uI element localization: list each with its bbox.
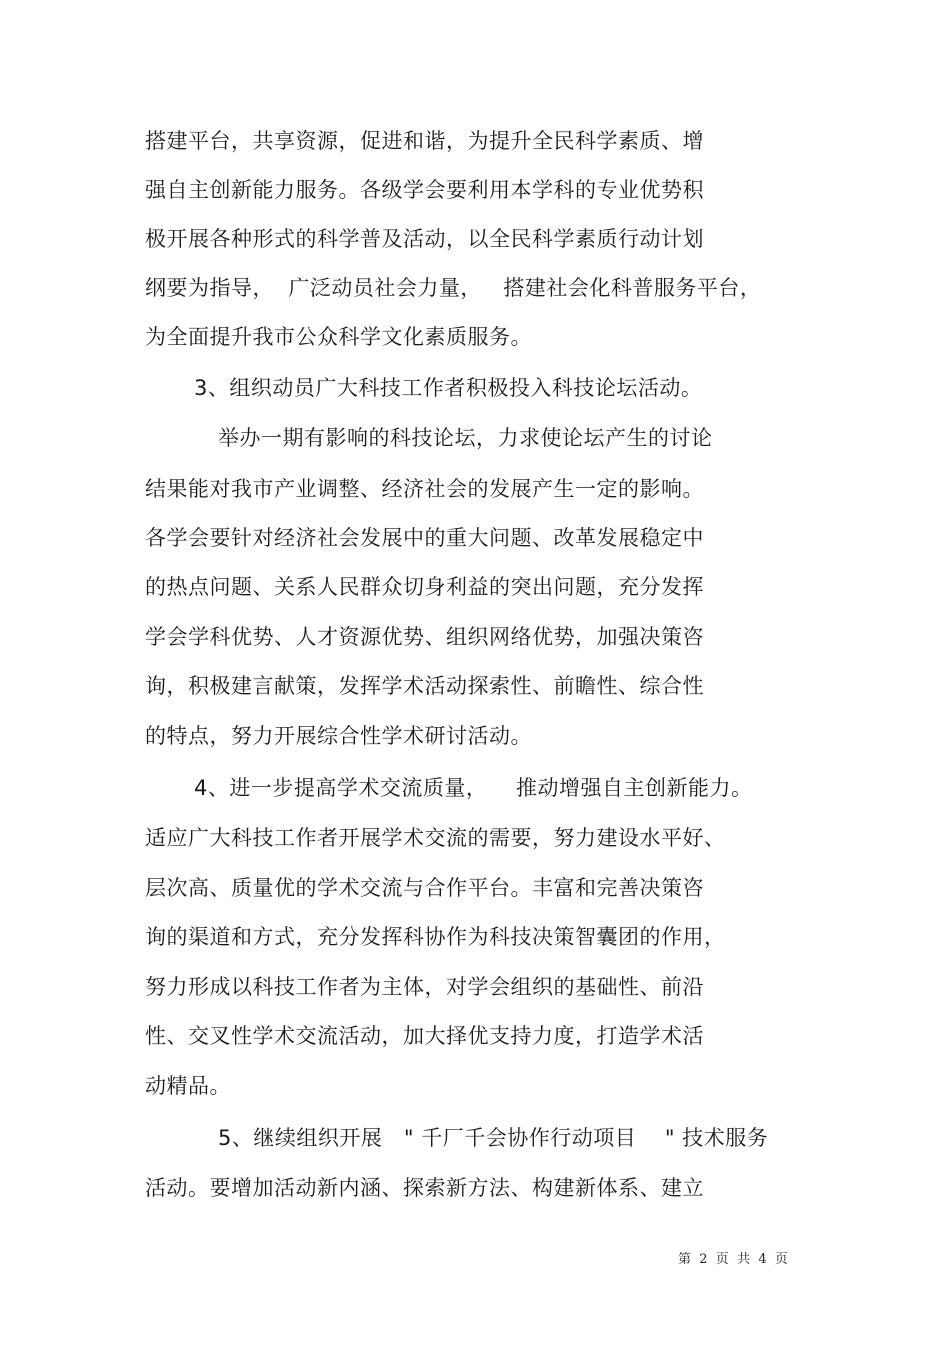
text-line: 各学会要针对经济社会发展中的重大问题、改革发展稳定中 — [145, 526, 704, 550]
text-line: 学会学科优势、人才资源优势、组织网络优势，加强决策咨 — [145, 625, 704, 649]
text-line: 询的渠道和方式，充分发挥科协作为科技决策智囊团的作用， — [145, 925, 726, 949]
text-line: 强自主创新能力服务。各级学会要利用本学科的专业优势积 — [145, 178, 704, 202]
text-line: 适应广大科技工作者开展学术交流的需要，努力建设水平好、 — [145, 826, 726, 850]
text-line: 询，积极建言献策，发挥学术活动探索性、前瞻性、综合性 — [145, 674, 704, 698]
text-line: 层次高、质量优的学术交流与合作平台。丰富和完善决策咨 — [145, 876, 704, 900]
section-heading-4: 4、进一步提高学术交流质量， 推动增强自主创新能力。 — [194, 776, 753, 800]
text-line: 纲要为指导， 广泛动员社会力量， 搭建社会化科普服务平台， — [145, 276, 762, 300]
text-line: 举办一期有影响的科技论坛，力求使论坛产生的讨论 — [218, 426, 713, 450]
text-line: 活动。要增加活动新内涵、探索新方法、构建新体系、建立 — [145, 1176, 704, 1200]
section-heading-5: 5、继续组织开展 " 千厂千会协作行动项目 " 技术服务 — [218, 1126, 769, 1150]
text-line: 结果能对我市产业调整、经济社会的发展产生一定的影响。 — [145, 477, 704, 501]
text-line: 搭建平台，共享资源，促进和谐，为提升全民科学素质、增 — [145, 129, 704, 153]
text-line: 性、交叉性学术交流活动，加大择优支持力度，打造学术活 — [145, 1024, 704, 1048]
text-line: 的热点问题、关系人民群众切身利益的突出问题，充分发挥 — [145, 575, 704, 599]
page-number-footer: 第 2 页 共 4 页 — [678, 1252, 788, 1267]
text-line: 为全面提升我市公众科学文化素质服务。 — [145, 325, 532, 349]
text-line: 动精品。 — [145, 1074, 231, 1098]
text-line: 努力形成以科技工作者为主体，对学会组织的基础性、前沿 — [145, 975, 704, 999]
section-heading-3: 3、组织动员广大科技工作者积极投入科技论坛活动。 — [194, 376, 703, 400]
text-line: 的特点，努力开展综合性学术研讨活动。 — [145, 724, 532, 748]
text-line: 极开展各种形式的科学普及活动，以全民科学素质行动计划 — [145, 227, 704, 251]
